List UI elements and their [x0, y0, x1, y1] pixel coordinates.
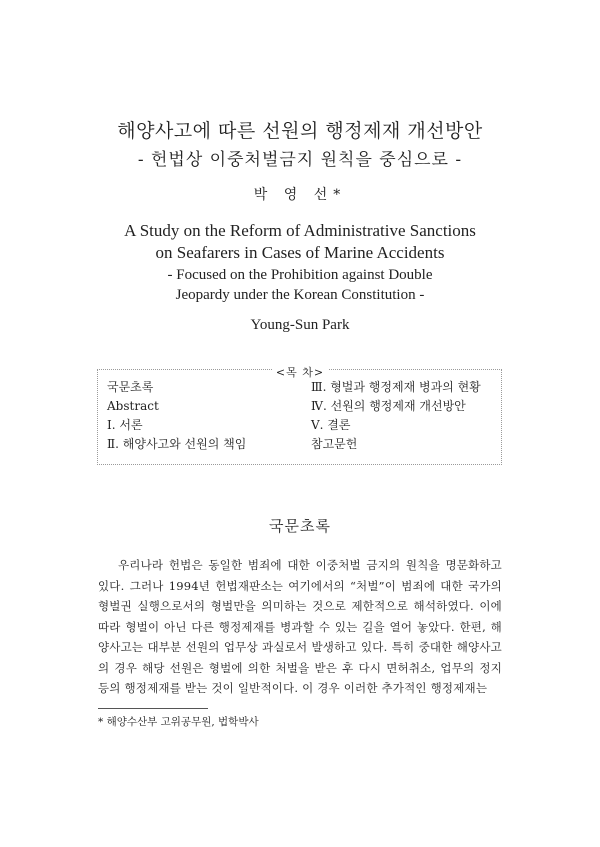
toc-item[interactable]: Ⅱ. 해양사고와 선원의 책임: [107, 437, 247, 451]
english-author: Young-Sun Park: [250, 317, 350, 333]
english-subtitle-line2: Jeopardy under the Korean Constitution -: [175, 287, 425, 303]
toc-item[interactable]: Ⅲ. 형벌과 행정제재 병과의 현황: [311, 380, 481, 394]
english-subtitle: [0, 265, 600, 305]
abstract-body: 우리나라 헌법은 동일한 범죄에 대한 이중처벌 금지의 원칙을 명문화하고 있다. 그러나 1994년 헌법재판소는 여기에서의 “처벌”이 범죄에 대한 국가의 형벌권 실행으로서의 형벌만을 의미하는 것으로 제한적으로 해석하였다. 이에 따라 형벌이 아닌 다른 행정제재를 병과할 수 있는 길을 열어 놓았다. 한편, 해양사고는 대부분 선원의 업무상 과실로서 발생하고 있다. 특히 중대한 해양사고의 경우 해당 선원은 형벌에 의한 처벌을 받은 후 다시 면허취소, 업무의 정지 등의 행정제재를 받는 것이 일반적이다. 이 경우 이러한 추가적인 행정제재는: [98, 558, 502, 695]
korean-subtitle: - 헌법상 이중처벌금지 원칙을 중심으로 -: [137, 150, 463, 170]
korean-title: 해양사고에 따른 선원의 행정제재 개선방안: [117, 120, 483, 142]
english-title-line1: A Study on the Reform of Administrative Sanctions: [124, 221, 476, 240]
toc-label: [0, 364, 600, 380]
toc-right-column: [311, 378, 481, 454]
toc-item[interactable]: 참고문헌: [311, 437, 358, 451]
toc-item[interactable]: Abstract: [107, 399, 159, 413]
toc-item[interactable]: Ⅰ. 서론: [107, 418, 143, 432]
english-title-line2: on Seafarers in Cases of Marine Accidents: [155, 243, 445, 262]
abstract-heading: 국문초록: [269, 517, 331, 535]
english-title: [0, 220, 600, 264]
footnote: * 해양수산부 고위공무원, 법학박사: [98, 716, 259, 728]
toc-item[interactable]: 국문초록: [107, 380, 154, 394]
toc-left-column: [107, 378, 246, 454]
korean-author: 박 영 선*: [253, 187, 347, 203]
toc-item[interactable]: Ⅴ. 결론: [311, 418, 351, 432]
toc-label-text: <목 차>: [272, 366, 328, 379]
toc-item[interactable]: Ⅳ. 선원의 행정제재 개선방안: [311, 399, 466, 413]
english-subtitle-line1: - Focused on the Prohibition against Double: [167, 267, 433, 283]
footnote-divider: [98, 708, 208, 709]
